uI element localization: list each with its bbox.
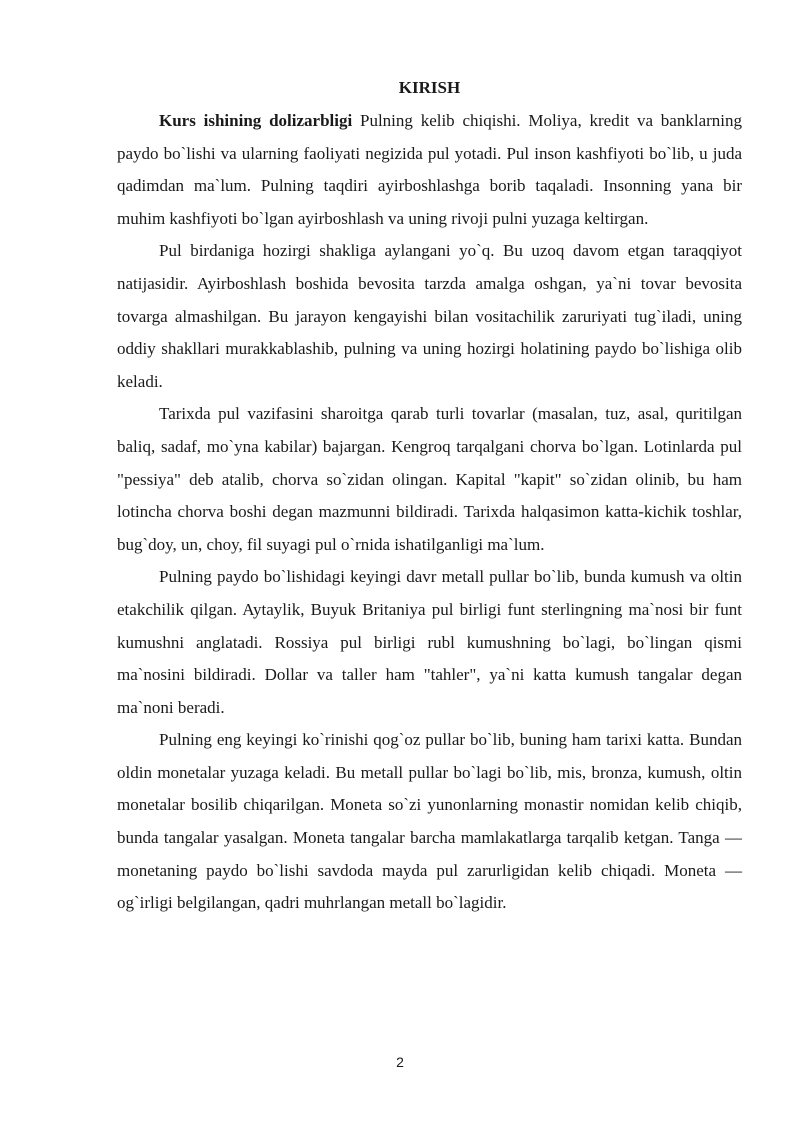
paragraph-lead-bold: Kurs ishining dolizarbligi	[159, 111, 353, 130]
page-body	[117, 74, 742, 920]
page-heading: KIRISH	[398, 78, 461, 97]
paragraph: Pulning eng keyingi ko`rinishi qog`oz pullar bo`lib, buning ham tarixi katta. Bundan oldin monetalar yuzaga keladi. Bu metall pullar bo`lagi bo`lib, mis, bronza, kumush, oltin monetalar bosilib chiqarilgan. Moneta so`zi yunonlarning monastir nomidan kelib chiqib, bunda tangalar yasalgan. Moneta tangalar barcha mamlakatlarga tarqalib ketgan. Tanga — monetaning paydo bo`lishi savdoda mayda pul zarurligidan kelib chiqadi. Moneta — og`irligi belgilangan, qadri muhrlangan metall bo`lagidir.	[117, 730, 742, 913]
paragraph: Tarixda pul vazifasini sharoitga qarab turli tovarlar (masalan, tuz, asal, quritilgan baliq, sadaf, mo`yna kabilar) bajargan. Kengroq tarqalgani chorva bo`lgan. Lotinlarda pul "pessiya" deb atalib, chorva so`zidan olingan. Kapital "kapit" so`zidan olinib, bu ham lotincha chorva boshi degan mazmunni bildiradi. Tarixda halqasimon katta-kichik toshlar, bug`doy, un, choy, fil suyagi pul o`rnida ishatilganligi ma`lum.	[117, 404, 742, 554]
paragraph-intro	[117, 105, 742, 235]
paragraph: Pul birdaniga hozirgi shakliga aylangani yo`q. Bu uzoq davom etgan taraqqiyot natijasidir. Ayirboshlash boshida bevosita tarzda amalga oshgan, ya`ni tovar bevosita tovarga almashilgan. Bu jarayon kengayishi bilan vositachilik zaruriyati tug`iladi, uning oddiy shakllari murakkablashib, pulning va uning hozirgi holatining paydo bo`lishiga olib keladi.	[117, 241, 742, 391]
paragraph: Pulning paydo bo`lishidagi keyingi davr metall pullar bo`lib, bunda kumush va oltin etakchilik qilgan. Aytaylik, Buyuk Britaniya pul birligi funt sterlingning ma`nosi bir funt kumushni anglatadi. Rossiya pul birligi rubl kumushning bo`lagi, bo`lingan qismi ma`nosini bildiradi. Dollar va taller ham "tahler", ya`ni katta kumush tangalar degan ma`noni beradi.	[117, 567, 742, 717]
paragraph-intro-text: Pulning kelib chiqishi. Moliya, kredit va banklarning paydo bo`lishi va ularning faoliyati negizida pul yotadi. Pul inson kashfiyoti bo`lib, u juda qadimdan ma`lum. Pulning taqdiri ayirboshlashga borib taqaladi. Insonning yana bir muhim kashfiyoti bo`lgan ayirboshlash va uning rivoji pulni yuzaga keltirgan.	[117, 111, 742, 228]
page-number: 2	[396, 1054, 404, 1070]
